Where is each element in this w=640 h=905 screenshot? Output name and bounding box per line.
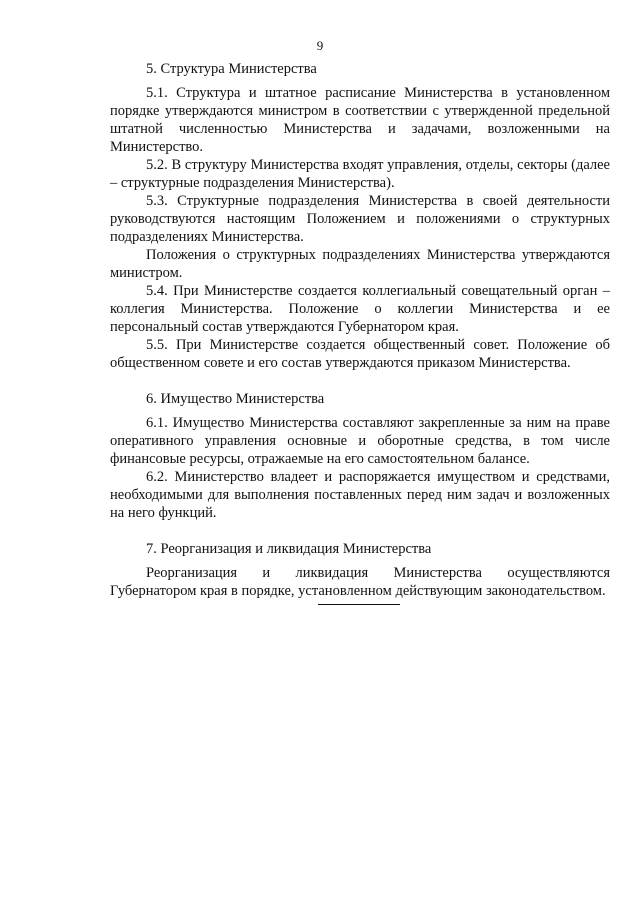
paragraph: 6.2. Министерство владеет и распоряжается имуществом и средствами, необходимыми для выполнения поставленных перед ним задач и возложенных на него функций. <box>110 469 610 521</box>
end-divider-line <box>318 604 400 605</box>
paragraph: 5.4. При Министерстве создается коллегиальный совещательный орган – коллегия Министерства. Положение о коллегии Министерства и ее персональный состав утверждаются Губернатором края. <box>110 283 610 335</box>
section-heading: 7. Реорганизация и ликвидация Министерства <box>146 541 432 557</box>
paragraph: Положения о структурных подразделениях Министерства утверждаются министром. <box>110 247 610 281</box>
section-structure <box>110 60 610 372</box>
paragraph: 5.2. В структуру Министерства входят управления, отделы, секторы (далее – структурные подразделения Министерства). <box>110 157 610 191</box>
paragraph: 6.1. Имущество Министерства составляют закрепленные за ним на праве оперативного управления основные и оборотные средства, в том числе финансовые ресурсы, отражаемые на его самостоятельном балансе. <box>110 415 610 467</box>
paragraph: Реорганизация и ликвидация Министерства осуществляются Губернатором края в порядке, установленном действующим законодательством. <box>110 565 610 599</box>
document-body <box>110 60 610 600</box>
paragraph: 5.1. Структура и штатное расписание Министерства в установленном порядке утверждаются министром в соответствии с утвержденной предельной штатной численностью Министерства и задачами, возложенными на Министерство. <box>110 85 610 155</box>
page-number: 9 <box>316 38 324 53</box>
paragraph: 5.5. При Министерстве создается общественный совет. Положение об общественном совете и его состав утверждаются приказом Министерства. <box>110 337 610 371</box>
section-property <box>110 390 610 522</box>
section-reorganization <box>110 540 610 600</box>
section-heading: 6. Имущество Министерства <box>146 391 325 407</box>
section-heading: 5. Структура Министерства <box>146 61 317 77</box>
paragraph: 5.3. Структурные подразделения Министерства в своей деятельности руководствуются настоящим Положением и положениями о структурных подразделениях Министерства. <box>110 193 610 245</box>
